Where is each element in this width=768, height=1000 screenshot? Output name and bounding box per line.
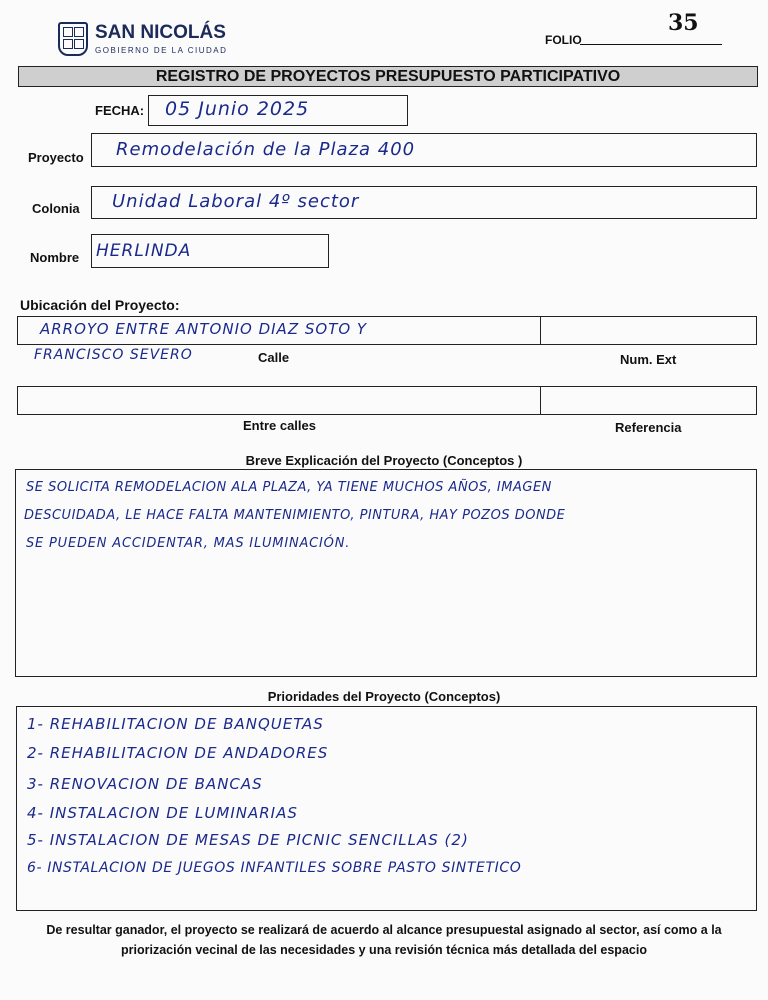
proyecto-field[interactable] xyxy=(91,133,757,167)
proyecto-label: Proyecto xyxy=(28,150,84,165)
folio-number: 35 xyxy=(668,10,699,36)
footer-line-1: De resultar ganador, el proyecto se realizará de acuerdo al alcance presupuestal asignado al sector, así como a la xyxy=(46,923,722,937)
num-ext-label: Num. Ext xyxy=(620,352,677,367)
prioridad-item-4: 4- INSTALACION DE LUMINARIAS xyxy=(27,804,298,822)
num-ext-field[interactable] xyxy=(540,316,757,345)
footer-note xyxy=(30,920,738,960)
city-name: SAN NICOLÁS xyxy=(95,22,226,43)
entre-calles-label: Entre calles xyxy=(243,418,316,433)
prioridad-item-1: 1- REHABILITACION DE BANQUETAS xyxy=(27,715,324,733)
city-logo-shield xyxy=(58,22,88,56)
explicacion-heading: Breve Explicación del Proyecto (Conceptos ) xyxy=(245,453,523,468)
prioridad-item-2: 2- REHABILITACION DE ANDADORES xyxy=(27,744,329,762)
explicacion-line-1: SE SOLICITA REMODELACION ALA PLAZA, YA TIENE MUCHOS AÑOS, IMAGEN xyxy=(26,480,552,495)
footer-line-2: priorización vecinal de las necesidades y una revisión técnica más detallada del espacio xyxy=(121,943,647,957)
calle-value-line2: FRANCISCO SEVERO xyxy=(34,347,193,363)
referencia-label: Referencia xyxy=(615,420,682,435)
ubicacion-heading: Ubicación del Proyecto: xyxy=(20,297,180,313)
form-title: REGISTRO DE PROYECTOS PRESUPUESTO PARTICIPATIVO xyxy=(18,66,758,87)
colonia-value: Unidad Laboral 4º sector xyxy=(112,191,360,212)
colonia-label: Colonia xyxy=(32,201,80,216)
prioridades-field[interactable] xyxy=(16,706,757,911)
referencia-field[interactable] xyxy=(540,386,757,415)
prioridad-item-5: 5- INSTALACION DE MESAS DE PICNIC SENCILLAS (2) xyxy=(27,831,469,849)
explicacion-field[interactable] xyxy=(15,469,757,677)
explicacion-line-2: DESCUIDADA, LE HACE FALTA MANTENIMIENTO, PINTURA, HAY POZOS DONDE xyxy=(24,508,566,523)
colonia-field[interactable] xyxy=(91,186,757,219)
fecha-value: 05 Junio 2025 xyxy=(165,98,310,120)
folio-line xyxy=(580,44,722,45)
entre-calles-field[interactable] xyxy=(17,386,541,415)
nombre-value: HERLINDA xyxy=(96,241,192,261)
nombre-field[interactable] xyxy=(91,234,329,268)
folio-label: FOLIO xyxy=(545,33,582,47)
nombre-label: Nombre xyxy=(30,250,80,265)
explicacion-line-3: SE PUEDEN ACCIDENTAR, MAS ILUMINACIÓN. xyxy=(26,536,351,551)
fecha-field[interactable] xyxy=(148,95,408,126)
prioridad-item-3: 3- RENOVACION DE BANCAS xyxy=(27,775,263,793)
proyecto-value: Remodelación de la Plaza 400 xyxy=(116,139,416,160)
prioridad-item-6: 6- INSTALACION DE JUEGOS INFANTILES SOBRE PASTO SINTETICO xyxy=(27,860,522,876)
calle-label: Calle xyxy=(258,350,290,365)
calle-value-line1: ARROYO ENTRE ANTONIO DIAZ SOTO Y xyxy=(40,320,368,338)
prioridades-heading: Prioridades del Proyecto (Conceptos) xyxy=(267,689,501,704)
fecha-label: FECHA: xyxy=(95,103,145,118)
government-subtitle: GOBIERNO DE LA CIUDAD xyxy=(95,46,228,55)
